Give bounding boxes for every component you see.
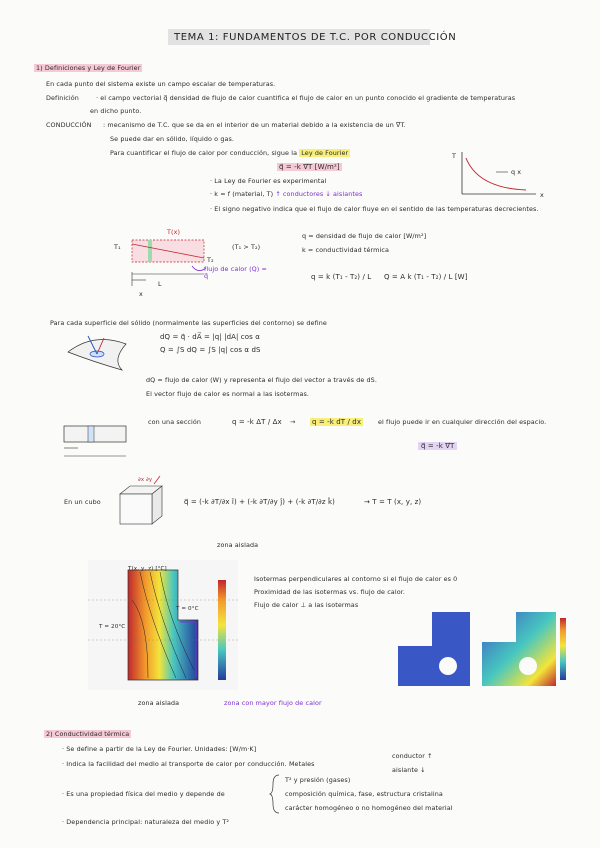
conduction-label: CONDUCCIÓN — [46, 121, 92, 129]
cube-marks: ∂x ∂y — [138, 477, 153, 483]
definition-label: Definición — [46, 94, 79, 102]
map-label-left: T = 20°C — [99, 624, 126, 630]
section2-b4: · Dependencia principal: naturaleza del medio y T² — [62, 818, 230, 826]
bar-label-T2: T₂ — [207, 256, 214, 264]
definition-cont: en dicho punto. — [90, 107, 142, 115]
temperature-decay-graph — [456, 152, 546, 198]
bar-relation: (T₁ > T₂) — [232, 243, 261, 251]
graph-label-T: T — [452, 152, 457, 160]
dQ-description: dQ = flujo de calor (W) y representa el flujo del vector a través de dS. — [146, 376, 377, 384]
equation-dQ: dQ = q⃗ · dA⃗ = |q| |dA| cos α — [160, 333, 260, 341]
section2-b1: · Se define a partir de la Ley de Fourier. Unidades: [W/m·K] — [62, 745, 257, 753]
graph-label-qx: q x — [511, 168, 522, 176]
isotherm-note-3: Flujo de calor ⊥ a las isotermas — [254, 601, 359, 609]
bullet-k: · k = f (material, T) ↑ conductores ↓ aislantes — [210, 190, 363, 198]
bar-label-Tx: T(x) — [167, 228, 181, 236]
section2-b2: · Indica la facilidad del medio al transporte de calor por conducción. Metales — [62, 760, 315, 768]
states-text: Se puede dar en sólido, líquido o gas. — [110, 135, 235, 143]
section2-heading: 2) Conductividad térmica — [46, 730, 130, 738]
bullet-sign: · El signo negativo indica que el flujo de calor fluye en el sentido de las temperaturas decrecientes. — [210, 205, 539, 213]
normal-vector-note: El vector flujo de calor es normal a las isotermas. — [146, 390, 310, 398]
bullet-experimental: · La Ley de Fourier es experimental — [210, 177, 327, 185]
diff-note: el flujo puede ir en cualquier dirección del espacio. — [378, 418, 547, 426]
page-title: TEMA 1: FUNDAMENTOS DE T.C. POR CONDUCCIÓN — [174, 32, 457, 43]
section2-b3-b: composición química, fase, estructura cristalina — [285, 790, 443, 798]
isotherm-note-2: Proximidad de las isotermas vs. flujo de calor. — [254, 588, 405, 596]
bar-label-T1: T₁ — [114, 243, 121, 251]
map-label-mid: T = 0°C — [176, 606, 199, 612]
surface-sketch — [64, 330, 134, 372]
isotherm-note-1: Isotermas perpendiculares al contorno si el flujo de calor es 0 — [254, 575, 458, 583]
arrow: → — [290, 418, 296, 426]
equation-diff1: q = -k ΔT / Δx — [232, 418, 282, 426]
zona-aislada-top: zona aislada — [217, 541, 259, 549]
graph-label-x: x — [540, 191, 544, 199]
section-bar-sketch — [60, 412, 132, 468]
fourier-formula: q⃗ = -k ∇⃗T [W/m²] — [279, 163, 340, 171]
section2-b3-c: carácter homogéneo o no homogéneo del material — [285, 804, 453, 812]
conduction-text: : mecanismo de T.C. que se da en el interior de un material debido a la existencia de un ∇⃗T. — [103, 121, 406, 129]
surface-intro: Para cada superficie del sólido (normalmente las superficies del contorno) se define — [50, 319, 327, 327]
section2-b3: · Es una propiedad física del medio y depende de — [62, 790, 225, 798]
equation-diff2: q = -k dT / dx — [312, 418, 362, 426]
quantify-text: Para cuantificar el flujo de calor por conducción, sigue la Ley de Fourier — [110, 149, 349, 157]
zona-mayor-flujo: zona con mayor flujo de calor — [224, 699, 322, 707]
bar-label-L: L — [158, 280, 162, 288]
zona-aislada-bottom: zona aislada — [138, 699, 180, 707]
cube-label: En un cubo — [64, 498, 101, 506]
bar-label-x: x — [139, 290, 143, 298]
section-label: con una sección — [148, 418, 202, 426]
definition-text: · el campo vectorial q⃗ densidad de flujo de calor cuantifica el flujo de calor en un punto conocido el gradiente de temperaturas — [96, 94, 516, 102]
equation-Q-integral: Q = ∫S dQ = ∫S |q| cos α dS — [160, 346, 261, 354]
equation-cube-T: → T = T (x, y, z) — [364, 498, 422, 506]
map-label-top: T(x, y, z) [°C] — [128, 566, 167, 572]
equation-Q: Q = A k (T₁ - T₂) / L [W] — [384, 273, 468, 281]
cube-sketch — [114, 480, 166, 526]
brace — [270, 774, 280, 814]
equation-q: q = k (T₁ - T₂) / L — [311, 273, 372, 281]
isotherm-map-right — [482, 612, 568, 686]
section2-b3-a: T² y presión (gases) — [285, 776, 351, 784]
section1-heading: 1) Definiciones y Ley de Fourier — [36, 64, 141, 72]
bar-label-flow: flujo de calor (Q) = q⃗ — [204, 265, 267, 280]
colorbar — [218, 580, 226, 680]
equation-cube: q⃗ = (-k ∂T/∂x î) + (-k ∂T/∂y ĵ) + (-k ∂T/∂z k̂) — [184, 498, 335, 506]
q-definition: q = densidad de flujo de calor [W/m²] — [302, 232, 427, 240]
k-definition: k = conductividad térmica — [302, 246, 389, 254]
section2-conductor: conductor ↑ — [392, 752, 433, 760]
isotherm-map-left — [398, 612, 470, 686]
equation-gradient: q⃗ = -k ∇⃗T — [418, 442, 457, 450]
intro-line: En cada punto del sistema existe un campo escalar de temperaturas. — [46, 80, 276, 88]
section2-aislante: aislante ↓ — [392, 766, 426, 774]
